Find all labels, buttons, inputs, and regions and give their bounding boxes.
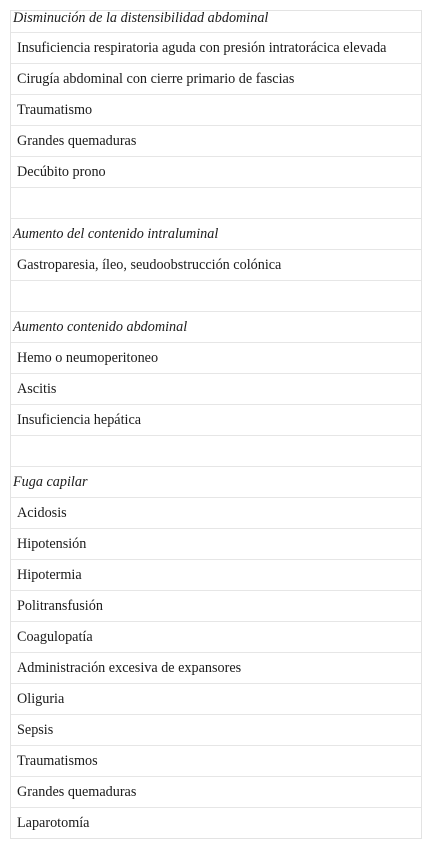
risk-factors-table [10,10,422,839]
section-header-label: Aumento del contenido intraluminal [13,225,219,242]
table-cell: Traumatismos [17,752,98,769]
table-cell: Coagulopatía [17,628,93,645]
table-row [11,807,421,838]
table-row [11,125,421,156]
table-cell: Politransfusión [17,597,103,614]
table-row [11,621,421,652]
table-row [11,559,421,590]
section-header [11,11,421,32]
section-header-label: Fuga capilar [13,473,88,490]
table-row [11,683,421,714]
table-cell: Acidosis [17,504,67,521]
table-cell: Laparotomía [17,814,90,831]
table-row [11,156,421,187]
table-cell: Administración excesiva de expansores [17,659,242,676]
spacer-row [11,187,421,218]
table-row [11,404,421,435]
table-row [11,63,421,94]
table-cell: Insuficiencia hepática [17,411,142,428]
section-header-label: Disminución de la distensibilidad abdominal [13,11,269,26]
table-cell: Traumatismo [17,101,93,118]
table-cell: Grandes quemaduras [17,132,137,149]
table-row [11,94,421,125]
table-cell: Ascitis [17,380,57,397]
table-cell: Cirugía abdominal con cierre primario de fascias [17,70,295,87]
table-cell: Decúbito prono [17,163,106,180]
table-cell: Grandes quemaduras [17,783,137,800]
table-row [11,528,421,559]
table-row [11,249,421,280]
spacer-row [11,435,421,466]
table-cell: Oliguria [17,690,65,707]
table-row [11,776,421,807]
spacer-row [11,280,421,311]
table-row [11,342,421,373]
table-cell: Gastroparesia, íleo, seudoobstrucción colónica [17,256,282,273]
table-row [11,32,421,63]
table-cell: Hipotensión [17,535,87,552]
table-row [11,373,421,404]
table-row [11,497,421,528]
section-header [11,466,421,497]
table-cell: Hemo o neumoperitoneo [17,349,159,366]
table-cell: Sepsis [17,721,54,738]
table-row [11,714,421,745]
table-cell: Hipotermia [17,566,82,583]
section-header [11,218,421,249]
table-row [11,745,421,776]
section-header [11,311,421,342]
section-header-label: Aumento contenido abdominal [13,318,188,335]
table-row [11,652,421,683]
table-row [11,590,421,621]
table-cell: Insuficiencia respiratoria aguda con presión intratorácica elevada [17,39,387,56]
